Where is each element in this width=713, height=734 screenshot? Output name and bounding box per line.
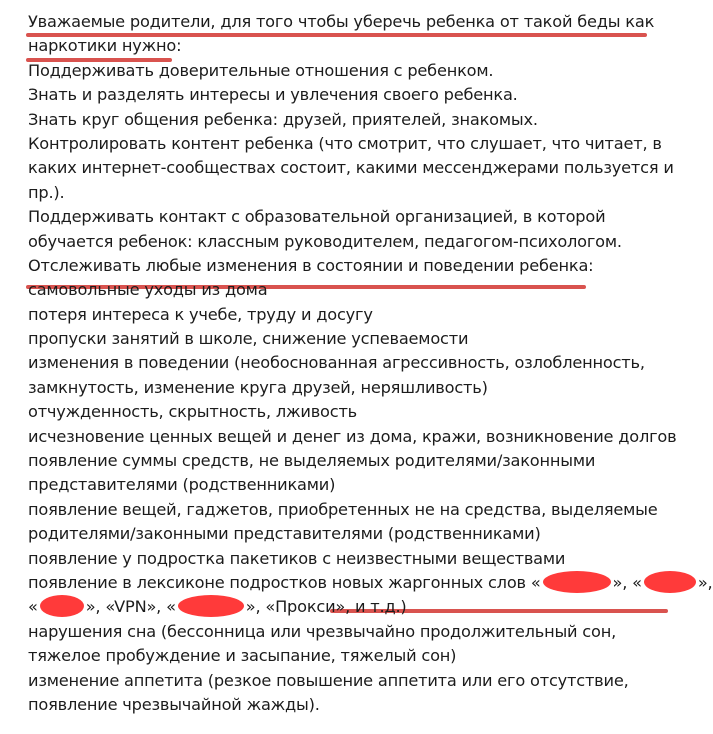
advice-item: каких интернет-сообществах состоит, какими мессенджерами пользуется и bbox=[28, 158, 674, 178]
sign-item: пропуски занятий в школе, снижение успеваемости bbox=[28, 329, 469, 349]
slang-line-1 bbox=[28, 571, 713, 595]
redaction-mark bbox=[644, 571, 696, 593]
sign-item: нарушения сна (бессонница или чрезвычайно продолжительный сон, bbox=[28, 621, 617, 641]
sign-item: отчужденность, скрытность, лживость bbox=[28, 402, 358, 422]
advice-item: обучается ребенок: классным руководителем, педагогом-психологом. bbox=[28, 231, 622, 251]
slang-prefix: появление в лексиконе подростков новых жаргонных слов « bbox=[28, 572, 541, 592]
sign-item: родителями/законными представителями (родственниками) bbox=[28, 524, 541, 544]
sign-item: появление суммы средств, не выделяемых родителями/законными bbox=[28, 451, 596, 471]
slang-open-quote: « bbox=[28, 597, 38, 617]
document-body bbox=[28, 10, 713, 717]
slang-line-end: », bbox=[697, 572, 713, 592]
sign-item: изменения в поведении (необоснованная агрессивность, озлобленность, bbox=[28, 353, 645, 373]
sign-item: замкнутость, изменение круга друзей, неряшливость) bbox=[28, 377, 488, 397]
sign-item: появление у подростка пакетиков с неизвестными веществами bbox=[28, 548, 566, 568]
sign-item: появление чрезвычайной жажды). bbox=[28, 694, 320, 714]
sign-item: потеря интереса к учебе, труду и досугу bbox=[28, 304, 373, 324]
slang-proxy: », «Прокси», и т.д.) bbox=[245, 597, 407, 617]
heading-intro-line-2: наркотики нужно: bbox=[28, 36, 182, 56]
sign-item: представителями (родственниками) bbox=[28, 475, 336, 495]
heading-intro-line-1: Уважаемые родители, для того чтобы уберечь ребенка от такой беды как bbox=[28, 12, 655, 31]
heading-changes: Отслеживать любые изменения в состоянии и поведении ребенка: bbox=[28, 255, 594, 275]
sign-item: исчезновение ценных вещей и денег из дома, кражи, возникновение долгов bbox=[28, 426, 677, 446]
redaction-mark bbox=[543, 571, 611, 593]
advice-item: Поддерживать доверительные отношения с ребенком. bbox=[28, 60, 494, 80]
sign-item: тяжелое пробуждение и засыпание, тяжелый сон) bbox=[28, 646, 457, 666]
sign-item: изменение аппетита (резкое повышение аппетита или его отсутствие, bbox=[28, 670, 629, 690]
redaction-mark bbox=[178, 595, 244, 617]
advice-item: Поддерживать контакт с образовательной организацией, в которой bbox=[28, 207, 606, 227]
advice-item: Знать и разделять интересы и увлечения своего ребенка. bbox=[28, 85, 518, 105]
slang-separator: », « bbox=[612, 572, 642, 592]
advice-item: Знать круг общения ребенка: друзей, приятелей, знакомых. bbox=[28, 109, 538, 129]
advice-item: пр.). bbox=[28, 182, 65, 202]
slang-vpn: », «VPN», « bbox=[85, 597, 176, 617]
redaction-mark bbox=[40, 595, 84, 617]
advice-item: Контролировать контент ребенка (что смотрит, что слушает, что читает, в bbox=[28, 133, 662, 153]
slang-line-2 bbox=[28, 595, 692, 619]
sign-item: самовольные уходы из дома bbox=[28, 280, 268, 300]
sign-item: появление вещей, гаджетов, приобретенных не на средства, выделяемые bbox=[28, 499, 658, 519]
